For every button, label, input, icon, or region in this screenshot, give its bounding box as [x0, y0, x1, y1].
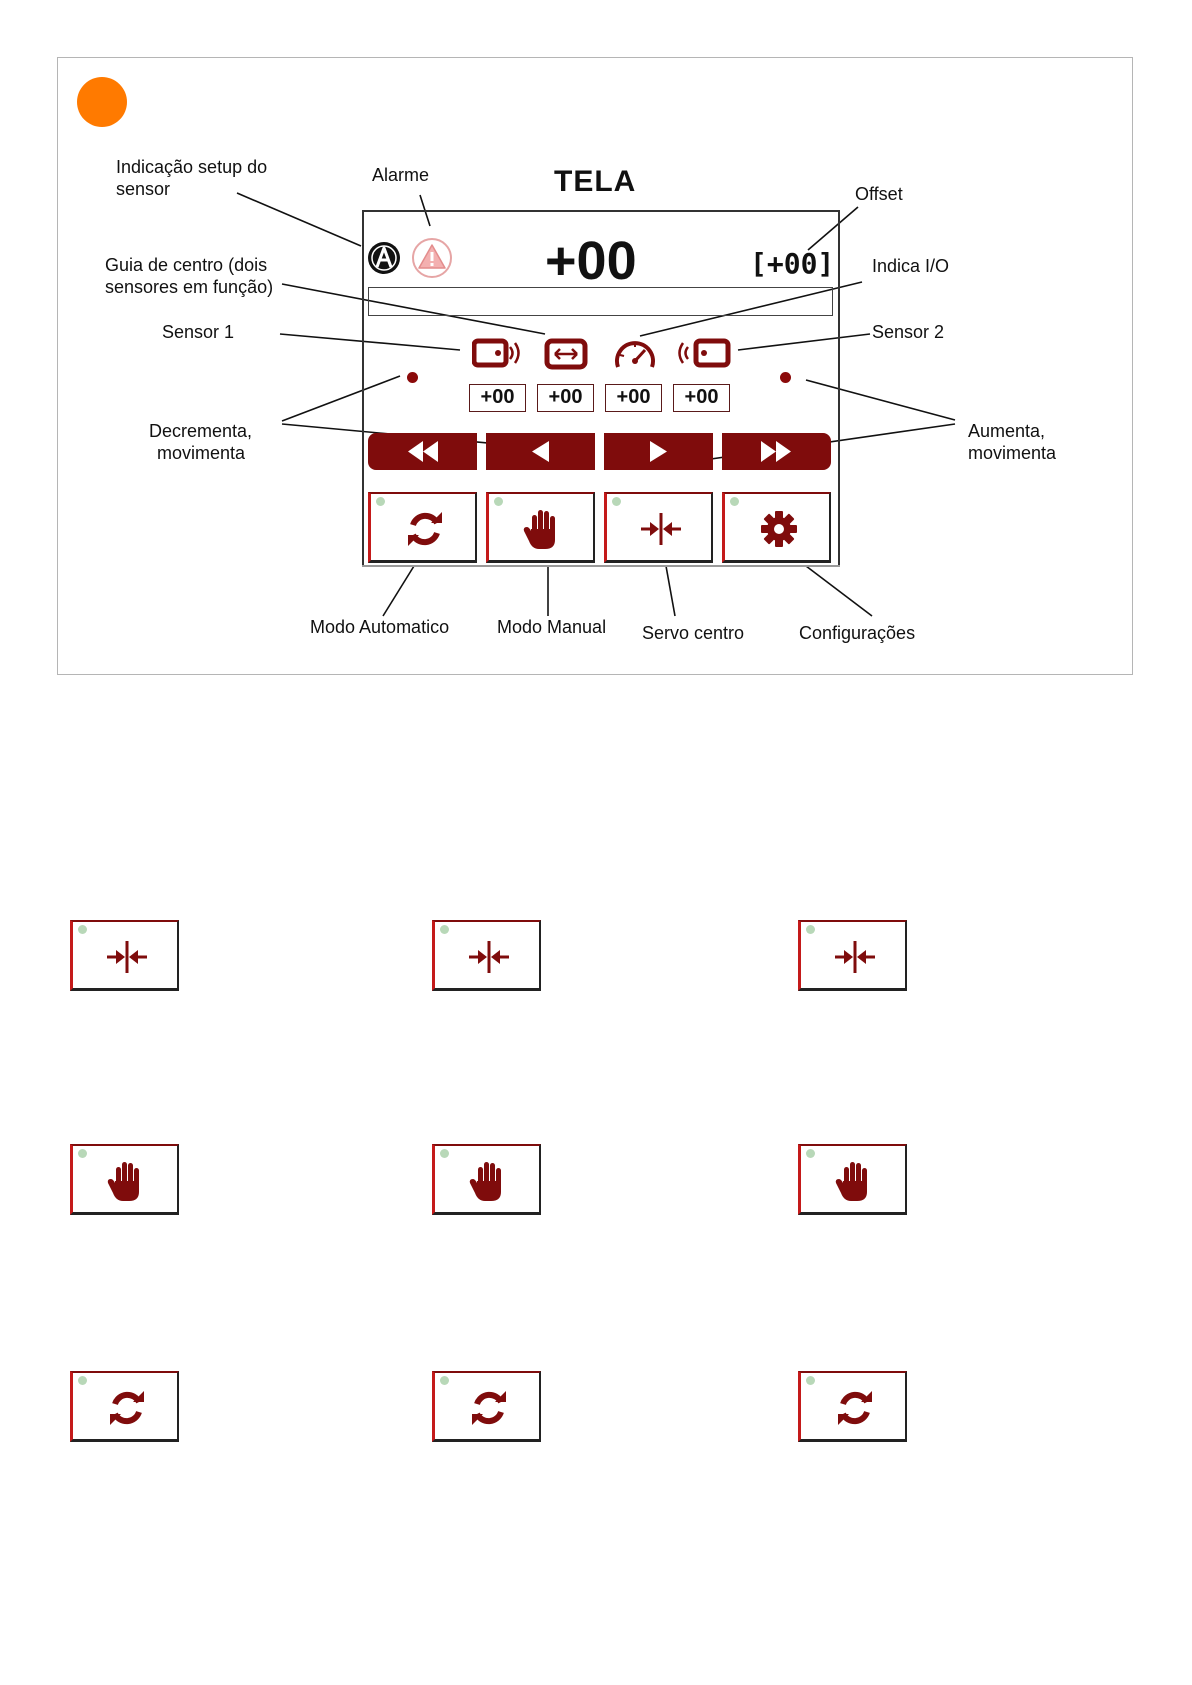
- gallery-servo-center-button-2[interactable]: [432, 920, 541, 991]
- reverse-icon: [486, 433, 595, 470]
- label-decrement-line1: Decrementa,: [149, 421, 253, 441]
- offset-value: [+00]: [750, 247, 835, 280]
- label-increment-line2: movimenta: [968, 443, 1057, 463]
- io-speedometer-icon: [612, 335, 658, 373]
- label-setup-line1: Indicação setup do: [116, 157, 268, 177]
- label-sensor1: Sensor 1: [162, 322, 235, 342]
- alarm-icon[interactable]: [411, 237, 453, 279]
- gallery-manual-button-1[interactable]: [70, 1144, 179, 1215]
- servo-center-led: [612, 497, 621, 506]
- decrement-indicator: [407, 372, 418, 383]
- forward-icon: [604, 433, 713, 470]
- fast-reverse-button[interactable]: [368, 433, 477, 470]
- main-value: +00: [545, 231, 637, 291]
- gallery-led: [440, 925, 449, 934]
- sensor2-value: +00: [673, 384, 730, 412]
- fast-forward-icon: [722, 433, 831, 470]
- gear-icon: [760, 510, 798, 548]
- gallery-manual-button-2[interactable]: [432, 1144, 541, 1215]
- gallery-auto-button-1[interactable]: [70, 1371, 179, 1442]
- label-setup-line2: sensor: [116, 179, 171, 199]
- fast-reverse-icon: [368, 433, 477, 470]
- mode-auto-led: [376, 497, 385, 506]
- sensor2-icon: [676, 337, 732, 371]
- increment-indicator: [780, 372, 791, 383]
- setup-indicator-icon: [366, 240, 402, 276]
- servo-center-icon: [833, 940, 877, 974]
- servo-center-icon: [639, 512, 683, 546]
- manual-hand-icon: [469, 1159, 509, 1203]
- mode-manual-led: [494, 497, 503, 506]
- servo-center-button[interactable]: [604, 492, 713, 563]
- label-settings: Configurações: [799, 623, 916, 643]
- step-marker: [77, 77, 127, 127]
- label-io: Indica I/O: [872, 256, 950, 276]
- reverse-button[interactable]: [486, 433, 595, 470]
- center-guide-value: +00: [537, 384, 594, 412]
- servo-center-icon: [467, 940, 511, 974]
- manual-hand-icon: [835, 1159, 875, 1203]
- mode-auto-button[interactable]: [368, 492, 477, 563]
- gallery-auto-button-2[interactable]: [432, 1371, 541, 1442]
- sensor1-value: +00: [469, 384, 526, 412]
- auto-cycle-icon: [835, 1388, 875, 1428]
- gallery-led: [806, 1149, 815, 1158]
- gallery-servo-center-button-1[interactable]: [70, 920, 179, 991]
- settings-button[interactable]: [722, 492, 831, 563]
- auto-cycle-icon: [107, 1388, 147, 1428]
- label-decrement-line2: movimenta: [157, 443, 246, 463]
- label-mode-manual: Modo Manual: [497, 617, 607, 637]
- label-mode-auto: Modo Automatico: [310, 617, 450, 637]
- manual-hand-icon: [523, 507, 563, 551]
- gallery-servo-center-button-3[interactable]: [798, 920, 907, 991]
- servo-center-icon: [105, 940, 149, 974]
- forward-button[interactable]: [604, 433, 713, 470]
- label-alarm: Alarme: [372, 165, 430, 185]
- center-guide-icon: [544, 337, 588, 371]
- manual-hand-icon: [107, 1159, 147, 1203]
- auto-cycle-icon: [405, 509, 445, 549]
- label-sensor2: Sensor 2: [872, 322, 945, 342]
- settings-led: [730, 497, 739, 506]
- screen-base: [362, 565, 840, 567]
- label-center-guide-line1: Guia de centro (dois: [105, 255, 268, 275]
- gallery-led: [806, 1376, 815, 1385]
- sensor1-icon: [472, 337, 528, 371]
- gallery-manual-button-3[interactable]: [798, 1144, 907, 1215]
- gallery-led: [440, 1149, 449, 1158]
- gallery-led: [78, 925, 87, 934]
- label-center-guide-line2: sensores em função): [105, 277, 274, 297]
- label-servo-center: Servo centro: [642, 623, 745, 643]
- gallery-led: [806, 925, 815, 934]
- gallery-led: [440, 1376, 449, 1385]
- label-offset: Offset: [855, 184, 903, 204]
- fast-forward-button[interactable]: [722, 433, 831, 470]
- message-bar: [368, 287, 833, 316]
- gallery-led: [78, 1376, 87, 1385]
- gallery-auto-button-3[interactable]: [798, 1371, 907, 1442]
- mode-manual-button[interactable]: [486, 492, 595, 563]
- screen-title: TELA: [554, 165, 637, 198]
- label-increment-line1: Aumenta,: [968, 421, 1046, 441]
- io-value: +00: [605, 384, 662, 412]
- gallery-led: [78, 1149, 87, 1158]
- auto-cycle-icon: [469, 1388, 509, 1428]
